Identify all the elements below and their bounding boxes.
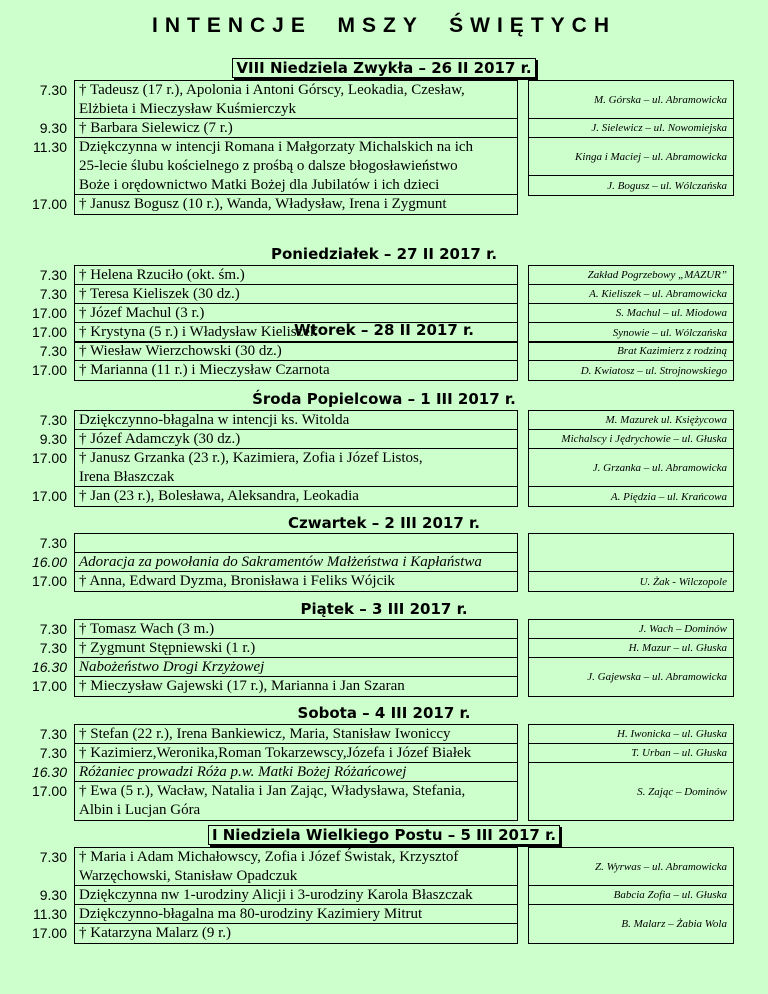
mass-time: 16.00	[31, 554, 67, 570]
mass-intention-line: Dziękczynno-błagalna ma 80-urodziny Kazimiery Mitrut	[79, 906, 423, 922]
mass-intention-line: † Mieczysław Gajewski (17 r.), Marianna i Jan Szaran	[79, 678, 405, 694]
mass-table	[31, 724, 518, 821]
mass-intention-line: † Anna, Edward Dyzma, Bronisława i Feliks Wójcik	[79, 573, 395, 589]
mass-intention-line: † Barbara Sielewicz (7 r.)	[79, 120, 233, 136]
day-header	[0, 319, 768, 341]
mass-row	[39, 342, 517, 361]
mass-time: 11.30	[33, 139, 67, 155]
mass-time: 17.00	[31, 488, 67, 504]
mass-intention-line: † Maria i Adam Michałowscy, Zofia i Józef Świstak, Krzysztof	[79, 849, 459, 865]
donor-table	[528, 724, 734, 821]
mass-time: 7.30	[39, 82, 67, 98]
mass-intention-line: Dziękczynna nw 1-urodziny Alicji i 3-urodziny Karola Błaszczak	[79, 887, 473, 903]
donor-cell: Brat Kazimierz z rodziną	[529, 342, 733, 361]
mass-time: 9.30	[39, 120, 67, 136]
mass-time: 17.00	[31, 678, 67, 694]
day-header	[0, 702, 768, 724]
mass-intention-line: † Marianna (11 r.) i Mieczysław Czarnota	[79, 362, 330, 378]
donor-table	[528, 847, 734, 944]
mass-row	[39, 639, 517, 658]
mass-time: 17.00	[31, 450, 67, 466]
mass-intention-line: † Krystyna (5 r.) i Władysław Kieliszek	[79, 324, 318, 340]
day-header	[0, 824, 768, 846]
mass-intention-line: Albin i Lucjan Góra	[79, 802, 201, 818]
mass-time: 16.30	[31, 764, 67, 780]
day-header-text: Piątek – 3 III 2017 r.	[300, 600, 468, 618]
day-header-text: Wtorek – 28 II 2017 r.	[294, 321, 474, 339]
donor-table	[528, 619, 734, 697]
mass-intention-line: † Zygmunt Stępniewski (1 r.)	[79, 640, 256, 656]
mass-time: 17.00	[31, 362, 67, 378]
mass-time: 11.30	[33, 906, 67, 922]
mass-row	[31, 487, 517, 506]
mass-intention-line: † Wiesław Wierzchowski (30 dz.)	[79, 343, 282, 359]
day-header	[0, 388, 768, 410]
mass-time: 7.30	[39, 726, 67, 742]
donor-cell: A. Kieliszek – ul. Abramowicka	[529, 285, 733, 304]
mass-intention-line: † Katarzyna Malarz (9 r.)	[79, 925, 232, 941]
mass-row	[31, 195, 517, 214]
mass-row	[33, 905, 517, 924]
mass-intention-line: Dziękczynno-błagalna w intencji ks. Witolda	[79, 412, 350, 428]
mass-row	[31, 361, 517, 380]
mass-table	[31, 80, 518, 215]
donor-cell: H. Iwonicka – ul. Głuska	[529, 725, 733, 744]
day-header-text: Sobota – 4 III 2017 r.	[297, 704, 471, 722]
mass-time: 7.30	[39, 745, 67, 761]
mass-intention-line: 25-lecie ślubu kościelnego z prośbą o dalsze błogosławieństwo	[79, 158, 458, 174]
mass-time: 17.00	[31, 305, 67, 321]
mass-intention-line: Boże i orędownictwo Matki Bożej dla Jubilatów i ich dzieci	[79, 177, 440, 193]
mass-row	[31, 924, 517, 943]
mass-time: 7.30	[39, 535, 67, 551]
mass-time: 7.30	[39, 621, 67, 637]
donor-table	[528, 80, 734, 196]
donor-cell: Kinga i Maciej – ul. Abramowicka	[529, 138, 733, 176]
mass-row	[39, 744, 517, 763]
page-title: INTENCJE MSZY ŚWIĘTYCH	[152, 14, 616, 37]
donor-cell: M. Mazurek ul. Księżycowa	[529, 411, 733, 430]
mass-intention-line: † Teresa Kieliszek (30 dz.)	[79, 286, 240, 302]
mass-intention-line: † Tomasz Wach (3 m.)	[79, 621, 215, 637]
donor-table	[528, 533, 734, 592]
mass-time: 16.30	[31, 659, 67, 675]
mass-row	[39, 886, 517, 905]
mass-row	[31, 553, 517, 572]
donor-cell: J. Grzanka – ul. Abramowicka	[529, 449, 733, 487]
mass-row	[39, 285, 517, 304]
day-header-text: Czwartek – 2 III 2017 r.	[288, 514, 480, 532]
day-header	[0, 243, 768, 265]
donor-cell: J. Bogusz – ul. Wólczańska	[607, 179, 727, 192]
donor-cell: U. Żak - Wilczopole	[639, 575, 727, 588]
donor-cell: H. Mazur – ul. Głuska	[529, 639, 733, 658]
donor-cell: J. Sielewicz – ul. Nowomiejska	[529, 119, 733, 138]
donor-cell: A. Piędzia – ul. Krańcowa	[610, 490, 727, 503]
mass-time: 17.00	[31, 925, 67, 941]
donor-table	[528, 410, 734, 507]
mass-table	[31, 533, 518, 592]
donor-cell: B. Malarz – Żabia Wola	[621, 918, 727, 930]
mass-time: 17.00	[31, 783, 67, 799]
mass-intention-line: † Janusz Grzanka (23 r.), Kazimiera, Zofia i Józef Listos,	[79, 450, 423, 466]
donor-table	[528, 341, 734, 381]
mass-row	[39, 266, 517, 285]
mass-time: 7.30	[39, 343, 67, 359]
day-header	[0, 512, 768, 534]
mass-row	[33, 138, 517, 195]
mass-row	[31, 572, 517, 591]
mass-intention-line: † Tadeusz (17 r.), Apolonia i Antoni Górscy, Leokadia, Czesław,	[79, 82, 465, 98]
mass-intention-line: † Janusz Bogusz (10 r.), Wanda, Władysław, Irena i Zygmunt	[79, 196, 447, 212]
mass-row	[39, 119, 517, 138]
donor-cell: Michalscy i Jędrychowie – ul. Głuska	[529, 430, 733, 449]
mass-intention-line: † Józef Machul (3 r.)	[79, 305, 205, 321]
mass-time: 17.00	[31, 324, 67, 340]
mass-row	[39, 725, 517, 744]
mass-time: 7.30	[39, 849, 67, 865]
mass-row	[39, 848, 517, 886]
donor-cell: J. Gajewska – ul. Abramowicka	[587, 671, 727, 683]
mass-intention-line: † Helena Rzuciło (okt. śm.)	[79, 267, 245, 283]
mass-row	[39, 534, 517, 553]
day-header	[0, 598, 768, 620]
mass-table	[31, 619, 518, 697]
mass-table	[31, 341, 518, 381]
mass-intention-line: † Jan (23 r.), Bolesława, Aleksandra, Leokadia	[79, 488, 359, 504]
mass-intention-line: Irena Błaszczak	[79, 469, 175, 485]
mass-intention-line: Adoracja za powołania do Sakramentów Małżeństwa i Kapłaństwa	[79, 554, 482, 570]
mass-time: 17.00	[31, 196, 67, 212]
mass-table	[31, 847, 518, 944]
mass-row	[39, 81, 517, 119]
mass-time: 7.30	[39, 640, 67, 656]
day-header-text: I Niedziela Wielkiego Postu – 5 III 2017 r.	[208, 825, 560, 845]
donor-cell: M. Górska – ul. Abramowicka	[529, 81, 733, 119]
mass-row	[31, 449, 517, 487]
donor-cell: Synowie – ul. Wólczańska	[612, 326, 727, 339]
donor-cell: S. Machul – ul. Miodowa	[529, 304, 733, 323]
mass-intention-line: † Kazimierz,Weronika,Roman Tokarzewscy,Józefa i Józef Białek	[79, 745, 472, 761]
mass-time: 9.30	[39, 431, 67, 447]
mass-row	[31, 677, 517, 696]
mass-time: 7.30	[39, 412, 67, 428]
mass-intention-line: Nabożeństwo Drogi Krzyżowej	[79, 659, 265, 675]
mass-intention-line: Warzęchowski, Stanisław Opadczuk	[79, 868, 298, 884]
mass-time: 17.00	[31, 573, 67, 589]
mass-intention-line: † Ewa (5 r.), Wacław, Natalia i Jan Zając, Władysława, Stefania,	[79, 783, 466, 799]
mass-table	[31, 410, 518, 507]
donor-cell: Babcia Zofia – ul. Głuska	[529, 886, 733, 905]
donor-cell: Zakład Pogrzebowy „MAZUR”	[529, 266, 733, 285]
mass-row	[31, 658, 517, 677]
mass-intention-line: Elżbieta i Mieczysław Kuśmierczyk	[79, 101, 297, 117]
donor-cell: Z. Wyrwas – ul. Abramowicka	[529, 848, 733, 886]
donor-cell: S. Zając – Dominów	[637, 785, 727, 798]
donor-cell: D. Kwiatosz – ul. Strojnowskiego	[580, 364, 727, 377]
mass-intention-line: Dziękczynna w intencji Romana i Małgorzaty Michalskich na ich	[79, 139, 474, 155]
mass-intention-line: † Stefan (22 r.), Irena Bankiewicz, Maria, Stanisław Iwoniccy	[79, 726, 451, 742]
mass-row	[31, 763, 517, 782]
mass-intention-line: Różaniec prowadzi Róża p.w. Matki Bożej Różańcowej	[79, 764, 407, 780]
day-header-text: Poniedziałek – 27 II 2017 r.	[270, 245, 498, 263]
mass-row	[39, 620, 517, 639]
donor-cell: T. Urban – ul. Głuska	[529, 744, 733, 763]
mass-row	[39, 411, 517, 430]
mass-time: 7.30	[39, 267, 67, 283]
mass-row	[31, 782, 517, 820]
mass-time: 9.30	[39, 887, 67, 903]
mass-time: 7.30	[39, 286, 67, 302]
donor-cell	[529, 534, 733, 572]
day-header	[0, 57, 768, 79]
day-header-text: Środa Popielcowa – 1 III 2017 r.	[252, 390, 516, 408]
day-header-text: VIII Niedziela Zwykła – 26 II 2017 r.	[232, 58, 535, 78]
mass-row	[39, 430, 517, 449]
mass-intention-line: † Józef Adamczyk (30 dz.)	[79, 431, 241, 447]
donor-cell: J. Wach – Dominów	[529, 620, 733, 639]
